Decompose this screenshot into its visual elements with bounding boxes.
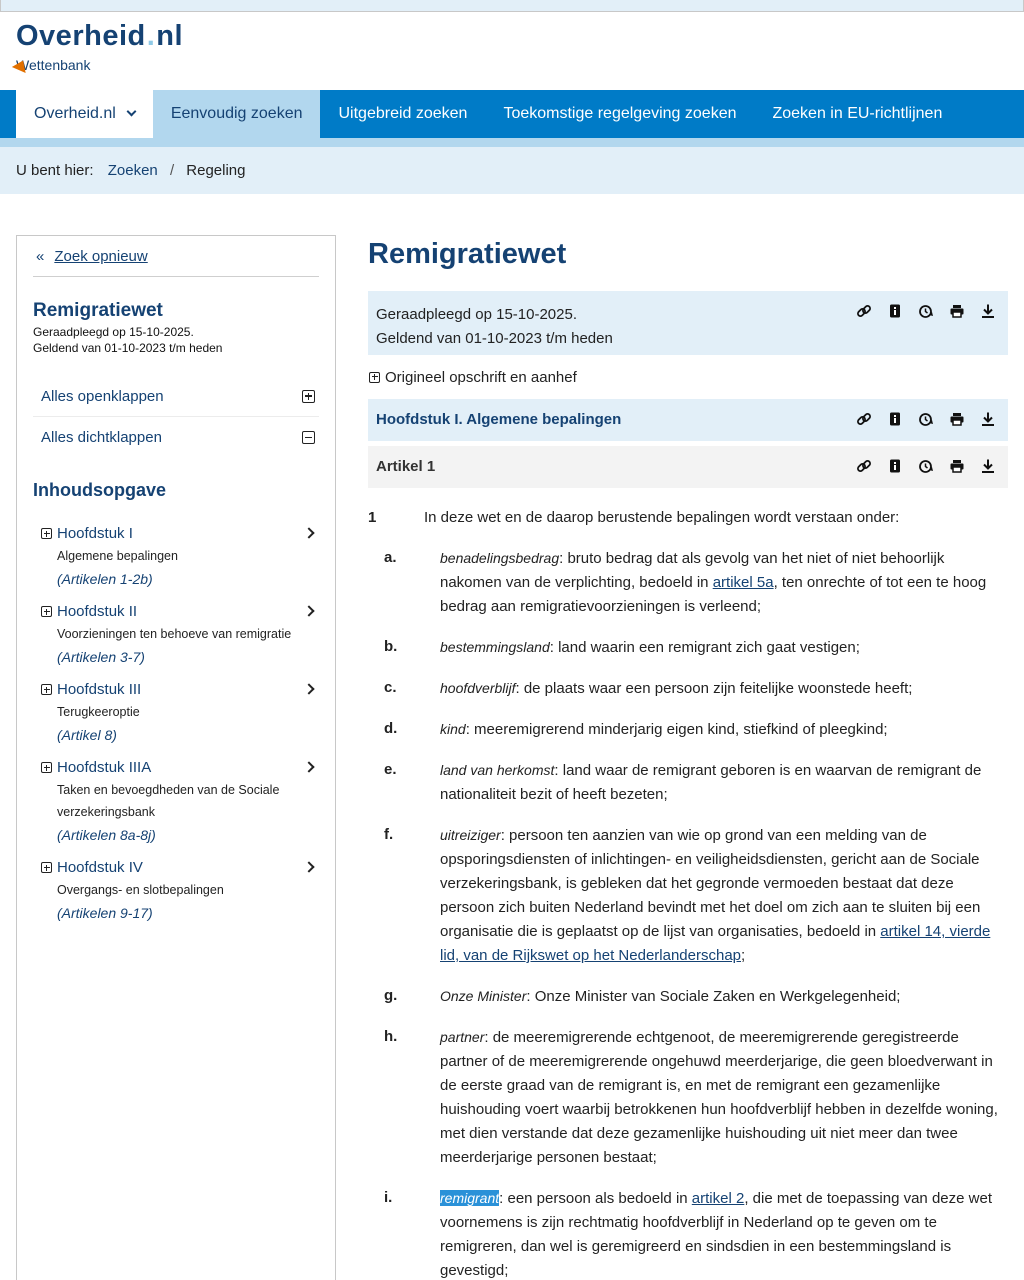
- chapter-title: Hoofdstuk I. Algemene bepalingen: [376, 411, 622, 428]
- definition-item: [368, 717, 1008, 742]
- info-icon[interactable]: [887, 411, 903, 427]
- definition-term: hoofdverblijf: [440, 680, 516, 696]
- breadcrumb-current: Regeling: [186, 162, 246, 179]
- download-icon[interactable]: [980, 303, 996, 319]
- expand-plus-icon[interactable]: [41, 684, 52, 695]
- nav-item-uitgebreid-zoeken[interactable]: Uitgebreid zoeken: [338, 105, 468, 122]
- nav-item-toekomstige-regelgeving[interactable]: Toekomstige regelgeving zoeken: [503, 105, 737, 122]
- browser-top-strip: [0, 0, 1024, 12]
- definition-term: uitreiziger: [440, 827, 501, 843]
- logo-dot: .: [146, 20, 156, 52]
- sidebar-title: Remigratiewet: [33, 300, 163, 321]
- definition-body-cont: , die met de toepassing van deze wet voornemens is zijn rechtmatig hoofdverblijf in Nederland op te geven om te remigreren, dan wel is geremigreerd en sindsdien in een bestemmingsland is gevestigd;: [440, 1190, 992, 1279]
- toc-item-desc: Terugkeeroptie: [57, 705, 140, 719]
- logo-subtitle: Wettenbank: [16, 57, 91, 73]
- print-icon[interactable]: [949, 303, 965, 319]
- article-reference-link[interactable]: artikel 2: [691, 1190, 745, 1207]
- definition-item: [368, 546, 1008, 619]
- definition-body: : de plaats waar een persoon zijn feitelijke woonstede heeft;: [515, 680, 913, 697]
- download-icon[interactable]: [980, 458, 996, 474]
- definition-body: : land waarin een remigrant zich gaat vestigen;: [549, 639, 860, 656]
- toc-item-head[interactable]: Hoofdstuk IV: [57, 859, 143, 876]
- definition-letter: i.: [384, 1189, 393, 1206]
- history-icon[interactable]: [918, 303, 934, 319]
- definition-text: [440, 1025, 1008, 1170]
- definition-item: [368, 984, 1008, 1009]
- link-icon[interactable]: [856, 303, 872, 319]
- definition-item: [368, 635, 1008, 660]
- toc-item-head[interactable]: Hoofdstuk IIIA: [57, 759, 152, 776]
- collapse-all-button[interactable]: [33, 417, 319, 458]
- nav-label: Overheid.nl: [34, 105, 116, 122]
- valid-range: Geldend van 01-10-2023 t/m heden: [376, 330, 613, 347]
- toc-item-desc: Algemene bepalingen: [57, 549, 178, 563]
- toc-item-desc: Overgangs- en slotbepalingen: [57, 883, 224, 897]
- toc-item-desc: Taken en bevoegdheden van de Sociale verzekeringsbank: [57, 783, 280, 819]
- nav-item-overheid[interactable]: [16, 90, 153, 138]
- download-icon[interactable]: [980, 411, 996, 427]
- definition-body: : de meeremigrerende echtgenoot, de meeremigrerende geregistreerde partner of de meeremigrerende ongehuwd meerderjarige, die geen bloedverwant in de eerste graad van de remigrant is, en met de remigrant een gezamenlijke huishouding voert waarbij betrokkenen hun hoofdverblijf hebben in dezelfde woning, met dien verstande dat deze gezamenlijke huishouding uit niet meer dan twee meerderjarige personen bestaat;: [440, 1029, 998, 1166]
- definition-body: : een persoon als bedoeld in: [499, 1190, 692, 1207]
- sidebar-valid-range: Geldend van 01-10-2023 t/m heden: [33, 341, 223, 355]
- print-icon[interactable]: [949, 411, 965, 427]
- definition-text: [440, 823, 1008, 968]
- definition-letter: c.: [384, 679, 397, 696]
- definition-term: land van herkomst: [440, 762, 555, 778]
- lid-text: In deze wet en de daarop berustende bepalingen wordt verstaan onder:: [424, 509, 900, 526]
- definition-body: : bruto bedrag dat als gevolg van het niet of niet behoorlijk nakomen van de verplichting, bedoeld in: [440, 550, 945, 591]
- definition-body-cont: , ten onrechte of tot een te hoog bedrag aan remigratievoorzieningen is verleend;: [440, 574, 987, 615]
- definition-item: [368, 1025, 1008, 1170]
- sidebar-consulted-date: Geraadpleegd op 15-10-2025.: [33, 325, 194, 339]
- collapse-all-label: Alles dichtklappen: [41, 429, 162, 446]
- toc-item-range: (Artikelen 8a-8j): [57, 827, 156, 843]
- definition-letter: e.: [384, 761, 397, 778]
- definition-item: [368, 1186, 1008, 1280]
- meta-box: [368, 291, 1008, 355]
- definition-term: partner: [440, 1029, 485, 1045]
- definition-letter: d.: [384, 720, 398, 737]
- logo-text: Overheid: [16, 20, 146, 52]
- definitions-list: [368, 546, 1008, 1280]
- definition-letter: f.: [384, 826, 394, 843]
- definition-body-cont: ;: [741, 947, 746, 964]
- original-heading-label: Origineel opschrift en aanhef: [385, 368, 577, 386]
- definition-text: [440, 758, 1008, 807]
- article-toolbar: [856, 458, 996, 474]
- sidebar: [16, 235, 336, 1280]
- toc-item-range: (Artikelen 9-17): [57, 905, 153, 921]
- toc-item[interactable]: [33, 857, 319, 925]
- plus-box-icon: [302, 390, 315, 403]
- minus-box-icon: [302, 431, 315, 444]
- definition-body: : persoon ten aanzien van wie op grond van een melding van de opsporingsdiensten of inlichtingen- en veiligheidsdiensten, gericht aan de Sociale verzekeringsbank, is gebleken dat het gegronde vermoeden bestaat dat deze persoon zich buiten Nederland bevindt met het doel om zich aan te sluiten bij een organisatie die is geplaatst op de lijst van organisaties, bedoeld in: [440, 827, 981, 940]
- article-heading: [368, 446, 1008, 488]
- breadcrumb-prefix: U bent hier:: [16, 162, 94, 179]
- breadcrumb-link-zoeken[interactable]: Zoeken: [107, 162, 158, 179]
- definition-text: [440, 717, 1008, 742]
- print-icon[interactable]: [949, 458, 965, 474]
- toc-item-range: (Artikelen 3-7): [57, 649, 145, 665]
- definition-term: Onze Minister: [440, 988, 527, 1004]
- nav-underline: [0, 138, 1024, 147]
- plus-box-icon: [369, 372, 380, 383]
- toc-item-desc: Voorzieningen ten behoeve van remigratie: [57, 627, 292, 641]
- breadcrumb-separator: /: [169, 162, 175, 179]
- definition-term: remigrant: [440, 1190, 500, 1206]
- definition-text: [440, 546, 1008, 619]
- logo-wordmark: [16, 20, 183, 52]
- definition-text: [440, 1186, 1008, 1280]
- definition-body: : Onze Minister van Sociale Zaken en Werkgelegenheid;: [526, 988, 901, 1005]
- consulted-date: Geraadpleegd op 15-10-2025.: [376, 306, 577, 323]
- main-content: [368, 235, 1008, 1280]
- toc-item-range: (Artikelen 1-2b): [57, 571, 153, 587]
- link-icon[interactable]: [856, 411, 872, 427]
- definition-term: bestemmingsland: [440, 639, 550, 655]
- definition-body: : meeremigrerend minderjarig eigen kind, stiefkind of pleegkind;: [465, 721, 888, 738]
- expand-plus-icon[interactable]: [41, 606, 52, 617]
- chapter-toolbar: [856, 411, 996, 427]
- article-title: Artikel 1: [376, 458, 436, 475]
- breadcrumb: [0, 147, 1024, 194]
- definition-item: [368, 758, 1008, 807]
- logo-tld: nl: [156, 20, 184, 52]
- definition-letter: h.: [384, 1028, 398, 1045]
- article-reference-link[interactable]: artikel 5a: [712, 574, 774, 591]
- toc-item[interactable]: [33, 601, 319, 669]
- site-logo[interactable]: [16, 20, 183, 73]
- toc-list: [33, 523, 319, 925]
- definition-body: : land waar de remigrant geboren is en waarvan de remigrant de nationaliteit bezit of heeft bezeten;: [440, 762, 982, 803]
- nav-item-eu-richtlijnen[interactable]: Zoeken in EU-richtlijnen: [772, 105, 943, 122]
- definition-letter: b.: [384, 638, 398, 655]
- history-icon[interactable]: [918, 458, 934, 474]
- toc-item-head[interactable]: Hoofdstuk I: [57, 525, 133, 542]
- toc-title: Inhoudsopgave: [33, 480, 167, 500]
- toc-item-head[interactable]: Hoofdstuk III: [57, 681, 142, 698]
- expand-plus-icon[interactable]: [41, 762, 52, 773]
- toc-item-range: (Artikel 8): [57, 727, 117, 743]
- toc-item[interactable]: [33, 523, 319, 591]
- lid-number: 1: [368, 509, 377, 526]
- page-title: Remigratiewet: [368, 238, 567, 270]
- info-icon[interactable]: [887, 303, 903, 319]
- definition-text: [440, 676, 1008, 701]
- history-icon[interactable]: [918, 411, 934, 427]
- definition-item: [368, 823, 1008, 968]
- article-lid: [368, 506, 1008, 530]
- link-icon[interactable]: [856, 458, 872, 474]
- definition-term: benadelingsbedrag: [440, 550, 560, 566]
- main-navigation: [0, 90, 1024, 138]
- definition-text: [440, 984, 1008, 1009]
- info-icon[interactable]: [887, 458, 903, 474]
- definition-text: [440, 635, 1008, 660]
- expand-plus-icon[interactable]: [41, 862, 52, 873]
- original-heading-toggle[interactable]: [368, 355, 1008, 399]
- expand-plus-icon[interactable]: [41, 528, 52, 539]
- nav-item-eenvoudig-zoeken[interactable]: Eenvoudig zoeken: [153, 90, 321, 138]
- definition-letter: a.: [384, 549, 397, 566]
- toc-item[interactable]: [33, 757, 319, 847]
- zoek-opnieuw-link[interactable]: Zoek opnieuw: [54, 248, 148, 265]
- toc-item-head[interactable]: Hoofdstuk II: [57, 603, 138, 620]
- expand-all-label: Alles openklappen: [41, 387, 164, 405]
- toc-item[interactable]: [33, 679, 319, 747]
- expand-all-button[interactable]: [33, 376, 319, 417]
- sidebar-meta: [33, 324, 319, 356]
- chapter-heading: [368, 399, 1008, 441]
- double-chevron-left-icon: «: [36, 248, 45, 265]
- article-reference-link[interactable]: artikel 14, vierde lid, van de Rijkswet op het Nederlanderschap: [440, 923, 991, 964]
- back-link-row: [33, 237, 319, 277]
- regulation-toolbar: [856, 303, 996, 319]
- chevron-down-icon: [126, 107, 136, 117]
- definition-item: [368, 676, 1008, 701]
- definition-term: kind: [440, 721, 466, 737]
- definition-letter: g.: [384, 987, 398, 1004]
